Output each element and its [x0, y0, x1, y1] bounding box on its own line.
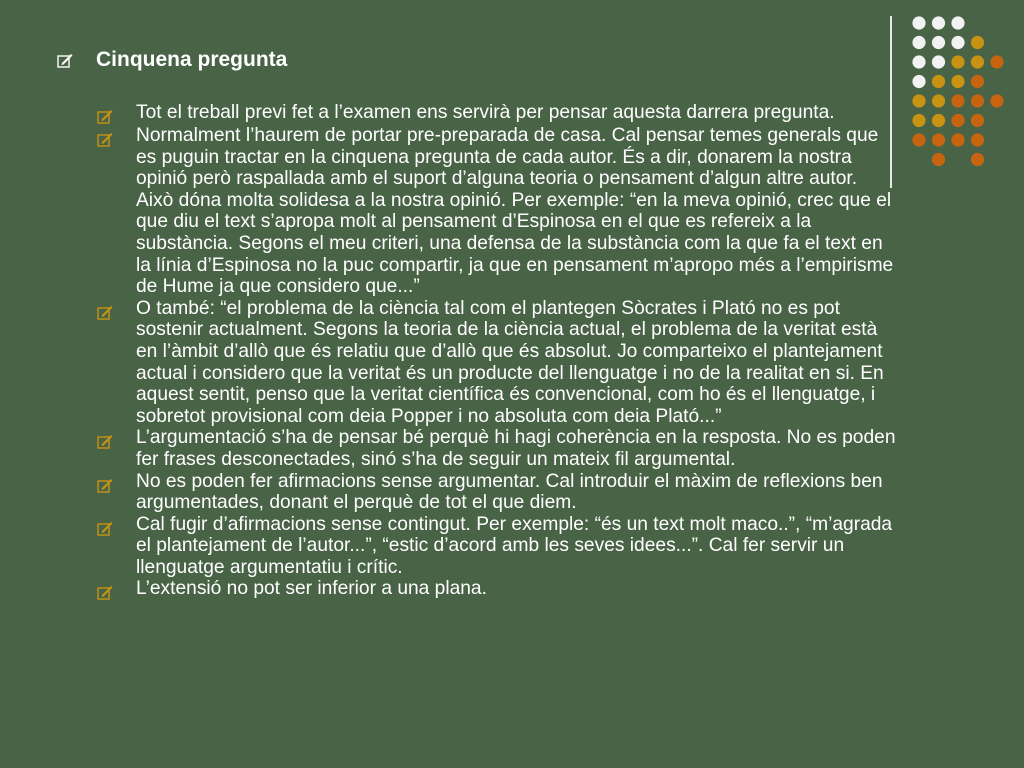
decorative-dot	[971, 133, 984, 146]
decorative-dot	[912, 114, 925, 127]
decorative-dot	[971, 153, 984, 166]
checkbox-pencil-icon	[96, 303, 114, 321]
decorative-dot	[951, 75, 964, 88]
list-item-text: O també: “el problema de la ciència tal com el plantegen Sòcrates i Plató no es pot sostenir actualment. Segons la teoria de la ciència actual, el problema de la veritat està en l’àmbit d’allò que és relatiu que d’allò que és absolut. Jo comparteixo el plantejament actual i considero que la veritat és un producte del llenguatge i no de la realitat en si. En aquest sentit, penso que la veritat científica és convencional, com ho és el llenguatge, i sobretot provisional com deia Popper i no absoluta com deia Plató...”	[136, 297, 884, 427]
decorative-dot	[932, 94, 945, 107]
list-item-text: Tot el treball previ fet a l’examen ens servirà per pensar aquesta darrera pregunta.	[136, 102, 835, 123]
decorative-dot	[932, 16, 945, 29]
decorative-dot	[951, 114, 964, 127]
decorative-dot	[932, 55, 945, 68]
page-title: Cinquena pregunta	[96, 48, 288, 71]
decorative-dot	[971, 36, 984, 49]
decorative-dot	[932, 133, 945, 146]
checkbox-pencil-icon	[96, 130, 114, 148]
decorative-dot	[951, 55, 964, 68]
checkbox-pencil-icon	[96, 519, 114, 537]
decorative-dot	[912, 55, 925, 68]
bullet-list	[96, 102, 896, 601]
checkbox-pencil-icon	[96, 432, 114, 450]
list-item	[96, 125, 896, 298]
list-item	[96, 578, 896, 601]
list-item-text: L’extensió no pot ser inferior a una plana.	[136, 578, 487, 600]
decorative-dot	[912, 133, 925, 146]
checkbox-pencil-icon	[96, 583, 114, 601]
list-item	[96, 471, 896, 514]
decorative-dot	[971, 55, 984, 68]
decorative-dot	[990, 55, 1003, 68]
checkbox-pencil-icon	[56, 51, 74, 69]
decorative-dot	[971, 75, 984, 88]
decorative-dot	[912, 36, 925, 49]
decorative-dot	[990, 94, 1003, 107]
decorative-dot	[932, 36, 945, 49]
decorative-dot	[932, 75, 945, 88]
decorative-dot	[951, 16, 964, 29]
decorative-dot	[912, 75, 925, 88]
decorative-dot	[932, 153, 945, 166]
decorative-dot	[951, 36, 964, 49]
list-item	[96, 514, 896, 579]
decorative-dot	[971, 114, 984, 127]
list-item	[96, 427, 896, 470]
list-item-text: L’argumentació s’ha de pensar bé perquè hi hagi coherència en la resposta. No es poden fer frases desconectades, sinó s’ha de seguir un mateix fil argumental.	[136, 427, 896, 470]
decorative-dot	[951, 94, 964, 107]
slide-heading	[56, 48, 287, 72]
list-item-text: Cal fugir d’afirmacions sense contingut. Per exemple: “és un text molt maco..”, “m’agrada el plantejament de l’autor...”, “estic d’acord amb les seves idees...”. Cal fer servir un llenguatge argumentatiu i crític.	[136, 513, 893, 578]
list-item-text: Normalment l’haurem de portar pre-preparada de casa. Cal pensar temes generals que es puguin tractar en la cinquena pregunta de cada autor. És a dir, donarem la nostra opinió però raspallada amb el suport d’alguna teoria o pensament d’algun altre autor. Això dóna molta solidesa a la nostra opinió. Per exemple: “en la meva opinió, crec que el que diu el text s’apropa molt al pensament d’Espinosa en el que es refereix a la substància. Segons el meu criteri, una defensa de la substància com la que fa el text en la línia d’Espinosa no la puc compartir, ja que en pensament m’apropo més a l’empirisme de Hume ja que considero que...”	[136, 125, 894, 298]
decorative-dot	[932, 114, 945, 127]
checkbox-pencil-icon	[96, 476, 114, 494]
list-item	[96, 102, 896, 125]
decorative-dot	[912, 94, 925, 107]
list-item-text: No es poden fer afirmacions sense argumentar. Cal introduir el màxim de reflexions ben argumentades, donant el perquè de tot el que diem.	[136, 470, 883, 514]
decorative-dot	[912, 16, 925, 29]
decorative-dot	[951, 133, 964, 146]
list-item	[96, 298, 896, 428]
decorative-dot	[971, 94, 984, 107]
checkbox-pencil-icon	[96, 107, 114, 125]
